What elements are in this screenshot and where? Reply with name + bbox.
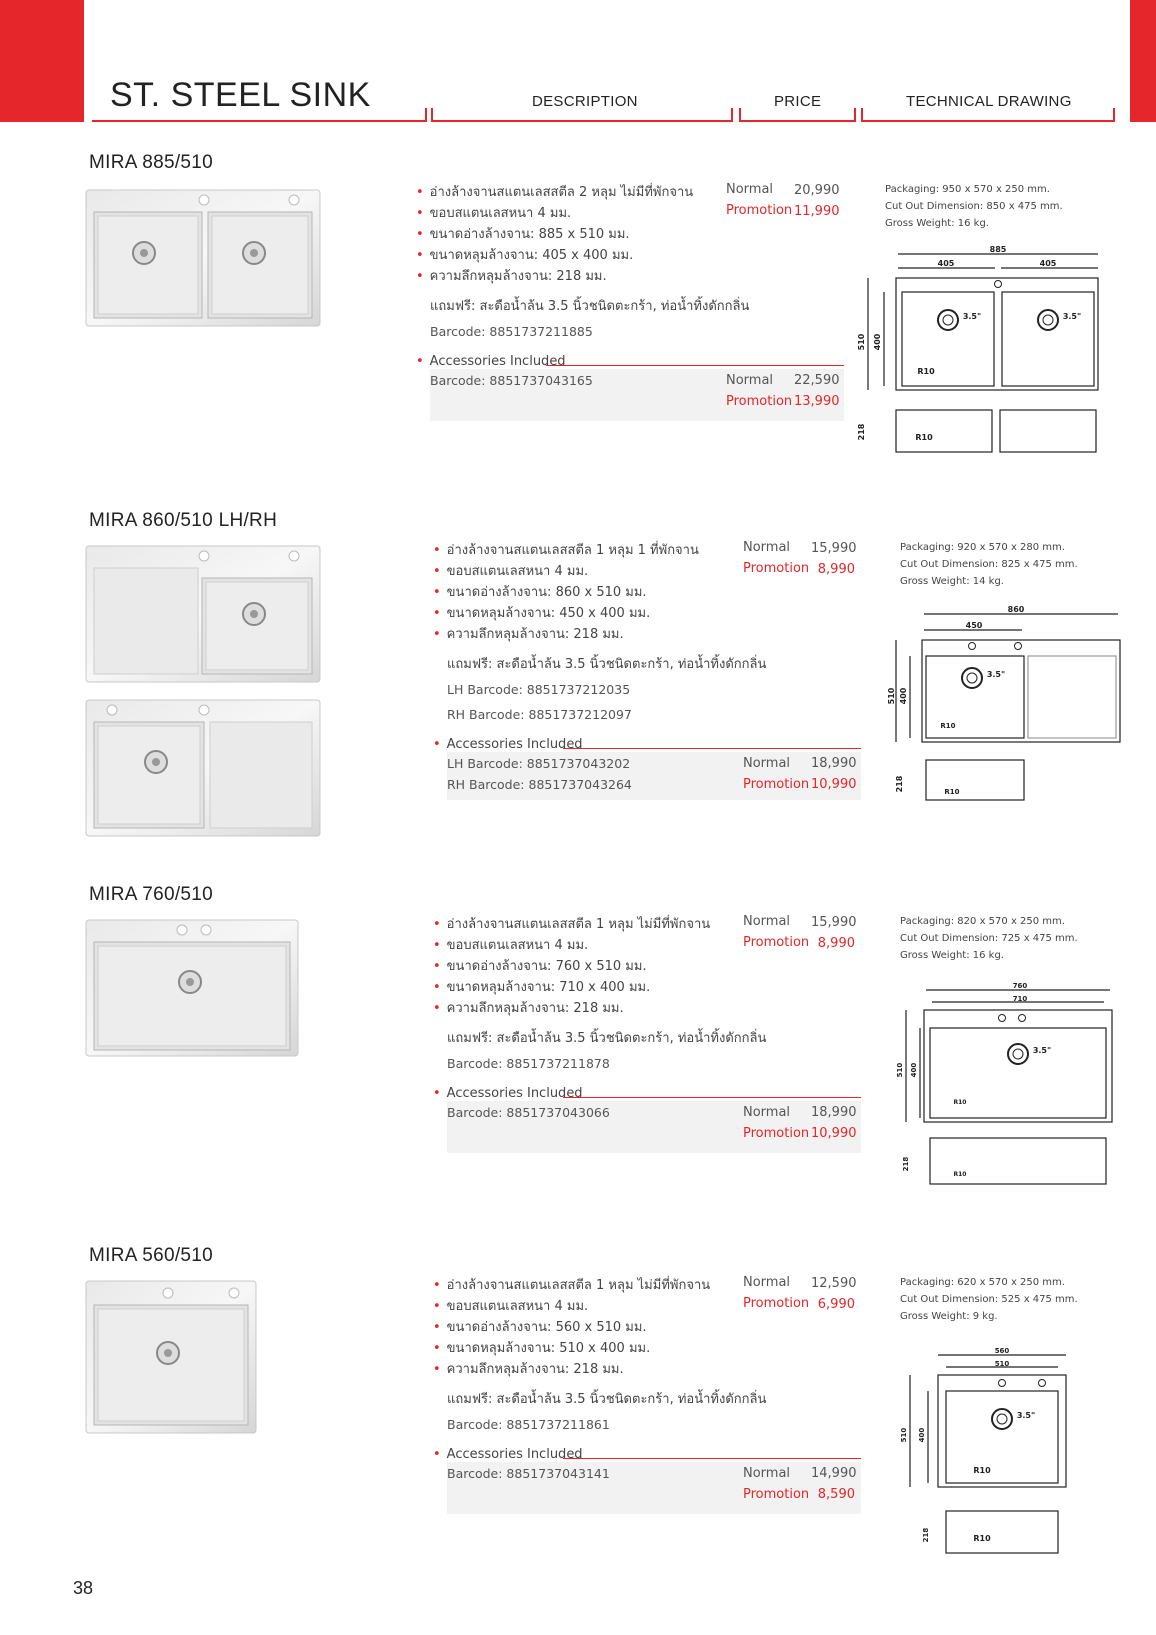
cutout-info: Cut Out Dimension: 850 x 475 mm. — [885, 201, 1063, 212]
bullet-dot: • — [416, 227, 424, 242]
spec-bullet — [433, 1359, 624, 1380]
bullet-dot: • — [433, 1299, 441, 1314]
bullet-dot: • — [433, 606, 441, 621]
packaging-info: Packaging: 620 x 570 x 250 mm. — [900, 1277, 1065, 1288]
spec-bullet — [433, 1317, 647, 1338]
page-title: ST. STEEL SINK — [110, 76, 371, 114]
promo-price: 6,990 — [817, 1297, 855, 1312]
spec-bullet — [433, 998, 624, 1019]
accessories-label: Accessories Included — [446, 1447, 583, 1462]
svg-text:R10: R10 — [917, 367, 935, 376]
acc-promo-label: Promotion — [743, 1126, 810, 1141]
spec-bullet — [433, 624, 624, 645]
svg-text:218: 218 — [857, 423, 866, 441]
svg-text:510: 510 — [900, 1427, 908, 1443]
acc-barcode: LH Barcode: 8851737043202 — [447, 756, 631, 771]
spec-bullet — [433, 561, 588, 582]
sink-photo — [86, 546, 320, 686]
bullet-dot: • — [433, 1341, 441, 1356]
product-model: MIRA 860/510 LH/RH — [89, 510, 278, 531]
normal-price: 15,990 — [811, 541, 857, 556]
weight-info: Gross Weight: 16 kg. — [900, 950, 1004, 961]
packaging-info: Packaging: 950 x 570 x 250 mm. — [885, 184, 1050, 195]
spec-text: ขนาดอ่างล้างจาน: 560 x 510 มม. — [446, 1320, 647, 1335]
spec-bullet — [433, 603, 650, 624]
spec-bullet — [433, 935, 588, 956]
svg-text:405: 405 — [1039, 259, 1057, 268]
spec-bullet — [416, 266, 607, 287]
packaging-info: Packaging: 920 x 570 x 280 mm. — [900, 542, 1065, 553]
spec-text: ความลึกหลุมล้างจาน: 218 มม. — [446, 627, 624, 642]
accessories-rule — [563, 1097, 861, 1098]
bullet-dot: • — [433, 627, 441, 642]
spec-text: ขนาดหลุมล้างจาน: 405 x 400 มม. — [429, 248, 634, 263]
acc-barcode: Barcode: 8851737043141 — [447, 1466, 610, 1481]
weight-info: Gross Weight: 9 kg. — [900, 1311, 998, 1322]
svg-text:885: 885 — [989, 245, 1007, 254]
svg-text:760: 760 — [1012, 982, 1028, 990]
svg-text:3.5": 3.5" — [962, 312, 982, 321]
accessories-rule — [546, 365, 844, 366]
spec-text: ขนาดอ่างล้างจาน: 860 x 510 มม. — [446, 585, 647, 600]
gift-text: แถมฟรี: สะดือน้ำล้น 3.5 นิ้วชนิดตะกร้า, ท่อน้ำทิ้งดักกลิ่น — [447, 657, 767, 672]
svg-text:400: 400 — [918, 1427, 926, 1443]
promo-price: 8,990 — [817, 936, 855, 951]
svg-text:400: 400 — [899, 687, 908, 705]
spec-text: ขอบสแตนเลสหนา 4 มม. — [446, 564, 589, 579]
spec-bullet — [433, 1296, 588, 1317]
svg-text:R10: R10 — [973, 1466, 991, 1475]
normal-price: 12,590 — [811, 1276, 857, 1291]
svg-text:218: 218 — [902, 1156, 910, 1172]
bullet-dot: • — [433, 564, 441, 579]
bullet-dot: • — [433, 1278, 441, 1293]
bullet-dot: • — [433, 1362, 441, 1377]
acc-promo-price: 13,990 — [794, 394, 840, 409]
spec-text: ขนาดหลุมล้างจาน: 710 x 400 มม. — [446, 980, 651, 995]
cutout-info: Cut Out Dimension: 725 x 475 mm. — [900, 933, 1078, 944]
acc-normal-price: 18,990 — [811, 1105, 857, 1120]
svg-text:400: 400 — [873, 333, 882, 351]
page-number: 38 — [73, 1578, 94, 1598]
bullet-dot: • — [433, 959, 441, 974]
spec-text: อ่างล้างจานสแตนเลสสตีล 1 หลุม 1 ที่พักจาน — [446, 543, 699, 558]
spec-bullet — [433, 977, 650, 998]
acc-barcode: RH Barcode: 8851737043264 — [447, 777, 632, 792]
spec-bullet — [433, 1338, 650, 1359]
bullet-dot: • — [433, 1447, 441, 1462]
acc-normal-label: Normal — [726, 373, 774, 388]
bullet-dot: • — [433, 1320, 441, 1335]
promo-label: Promotion — [743, 561, 810, 576]
gift-text: แถมฟรี: สะดือน้ำล้น 3.5 นิ้วชนิดตะกร้า, ท่อน้ำทิ้งดักกลิ่น — [447, 1392, 767, 1407]
svg-text:710: 710 — [1012, 995, 1028, 1003]
normal-price: 20,990 — [794, 183, 840, 198]
svg-text:3.5": 3.5" — [1032, 1046, 1052, 1055]
spec-text: อ่างล้างจานสแตนเลสสตีล 1 หลุม ไม่มีที่พักจาน — [446, 917, 711, 932]
weight-info: Gross Weight: 14 kg. — [900, 576, 1004, 587]
acc-promo-price: 8,590 — [817, 1487, 855, 1502]
bullet-dot: • — [433, 938, 441, 953]
technical-drawing — [898, 1335, 1138, 1569]
sink-photo — [86, 920, 298, 1060]
column-header-description: DESCRIPTION — [532, 93, 638, 110]
spec-text: ขนาดหลุมล้างจาน: 510 x 400 มม. — [446, 1341, 651, 1356]
acc-normal-price: 22,590 — [794, 373, 840, 388]
spec-text: ขนาดอ่างล้างจาน: 760 x 510 มม. — [446, 959, 647, 974]
svg-text:860: 860 — [1007, 605, 1025, 614]
barcode: Barcode: 8851737211878 — [447, 1056, 610, 1071]
acc-promo-label: Promotion — [743, 777, 810, 792]
promo-price: 8,990 — [817, 562, 855, 577]
svg-text:R10: R10 — [944, 788, 960, 796]
svg-text:3.5": 3.5" — [986, 670, 1006, 679]
technical-drawing — [887, 600, 1136, 834]
spec-bullet — [433, 956, 647, 977]
bullet-dot: • — [433, 1001, 441, 1016]
acc-promo-label: Promotion — [743, 1487, 810, 1502]
svg-text:3.5": 3.5" — [1062, 312, 1082, 321]
svg-text:218: 218 — [895, 775, 904, 793]
acc-normal-price: 18,990 — [811, 756, 857, 771]
accessories-rule — [563, 1458, 861, 1459]
spec-bullet — [416, 245, 633, 266]
column-header-price: PRICE — [774, 93, 822, 110]
normal-label: Normal — [726, 182, 774, 197]
svg-text:218: 218 — [922, 1527, 930, 1543]
spec-bullet — [433, 914, 710, 935]
svg-text:560: 560 — [994, 1347, 1010, 1355]
svg-text:R10: R10 — [915, 433, 933, 442]
normal-label: Normal — [743, 914, 791, 929]
bullet-dot: • — [433, 543, 441, 558]
spec-text: ความลึกหลุมล้างจาน: 218 มม. — [429, 269, 607, 284]
svg-text:R10: R10 — [953, 1171, 967, 1178]
bullet-dot: • — [416, 248, 424, 263]
gift-text: แถมฟรี: สะดือน้ำล้น 3.5 นิ้วชนิดตะกร้า, ท่อน้ำทิ้งดักกลิ่น — [430, 299, 750, 314]
technical-drawing — [858, 242, 1098, 476]
promo-label: Promotion — [743, 935, 810, 950]
gift-text: แถมฟรี: สะดือน้ำล้น 3.5 นิ้วชนิดตะกร้า, ท่อน้ำทิ้งดักกลิ่น — [447, 1031, 767, 1046]
accessories-label: Accessories Included — [446, 1086, 583, 1101]
acc-promo-price: 10,990 — [811, 777, 857, 792]
cutout-info: Cut Out Dimension: 825 x 475 mm. — [900, 559, 1078, 570]
spec-bullet — [416, 224, 630, 245]
technical-drawing — [898, 974, 1138, 1208]
svg-text:R10: R10 — [940, 722, 956, 730]
spec-text: ขนาดอ่างล้างจาน: 885 x 510 มม. — [429, 227, 630, 242]
promo-price: 11,990 — [794, 204, 840, 219]
svg-text:450: 450 — [965, 621, 983, 630]
acc-normal-price: 14,990 — [811, 1466, 857, 1481]
barcode: RH Barcode: 8851737212097 — [447, 707, 632, 722]
acc-normal-label: Normal — [743, 1105, 791, 1120]
svg-text:510: 510 — [857, 333, 866, 351]
acc-barcode: Barcode: 8851737043066 — [447, 1105, 610, 1120]
acc-barcode: Barcode: 8851737043165 — [430, 373, 593, 388]
spec-bullet — [433, 1275, 710, 1296]
normal-label: Normal — [743, 540, 791, 555]
accessories-rule — [563, 748, 861, 749]
spec-bullet — [433, 540, 699, 561]
bullet-dot: • — [433, 585, 441, 600]
barcode: LH Barcode: 8851737212035 — [447, 682, 631, 697]
sink-photo — [86, 700, 320, 840]
svg-text:510: 510 — [994, 1360, 1010, 1368]
svg-text:510: 510 — [887, 687, 896, 705]
sink-photo — [86, 1281, 256, 1437]
product-model: MIRA 885/510 — [89, 152, 214, 173]
bullet-dot: • — [433, 917, 441, 932]
svg-text:R10: R10 — [973, 1534, 991, 1543]
product-model: MIRA 560/510 — [89, 1245, 214, 1266]
accessories-label: Accessories Included — [446, 737, 583, 752]
header-underlines — [0, 100, 1156, 126]
spec-text: ความลึกหลุมล้างจาน: 218 มม. — [446, 1362, 624, 1377]
product-model: MIRA 760/510 — [89, 884, 214, 905]
svg-text:405: 405 — [937, 259, 955, 268]
normal-label: Normal — [743, 1275, 791, 1290]
spec-text: ความลึกหลุมล้างจาน: 218 มม. — [446, 1001, 624, 1016]
acc-promo-label: Promotion — [726, 394, 793, 409]
sink-photo — [86, 190, 320, 330]
spec-text: ขนาดหลุมล้างจาน: 450 x 400 มม. — [446, 606, 651, 621]
accessories-label: Accessories Included — [429, 354, 566, 369]
barcode: Barcode: 8851737211861 — [447, 1417, 610, 1432]
column-header-drawing: TECHNICAL DRAWING — [906, 93, 1072, 110]
spec-bullet — [433, 582, 647, 603]
acc-normal-label: Normal — [743, 1466, 791, 1481]
packaging-info: Packaging: 820 x 570 x 250 mm. — [900, 916, 1065, 927]
promo-label: Promotion — [726, 203, 793, 218]
svg-text:R10: R10 — [953, 1099, 967, 1106]
svg-text:3.5": 3.5" — [1016, 1411, 1036, 1420]
bullet-dot: • — [433, 737, 441, 752]
bullet-dot: • — [416, 354, 424, 369]
spec-text: ขอบสแตนเลสหนา 4 มม. — [446, 1299, 589, 1314]
spec-text: อ่างล้างจานสแตนเลสสตีล 2 หลุม ไม่มีที่พักจาน — [429, 185, 694, 200]
spec-text: ขอบสแตนเลสหนา 4 มม. — [429, 206, 572, 221]
bullet-dot: • — [433, 980, 441, 995]
acc-normal-label: Normal — [743, 756, 791, 771]
spec-bullet — [416, 182, 693, 203]
acc-promo-price: 10,990 — [811, 1126, 857, 1141]
bullet-dot: • — [416, 206, 424, 221]
cutout-info: Cut Out Dimension: 525 x 475 mm. — [900, 1294, 1078, 1305]
weight-info: Gross Weight: 16 kg. — [885, 218, 989, 229]
barcode: Barcode: 8851737211885 — [430, 324, 593, 339]
promo-label: Promotion — [743, 1296, 810, 1311]
spec-text: ขอบสแตนเลสหนา 4 มม. — [446, 938, 589, 953]
bullet-dot: • — [416, 269, 424, 284]
svg-text:510: 510 — [896, 1062, 904, 1078]
bullet-dot: • — [416, 185, 424, 200]
spec-text: อ่างล้างจานสแตนเลสสตีล 1 หลุม ไม่มีที่พักจาน — [446, 1278, 711, 1293]
spec-bullet — [416, 203, 571, 224]
svg-text:400: 400 — [910, 1062, 918, 1078]
bullet-dot: • — [433, 1086, 441, 1101]
normal-price: 15,990 — [811, 915, 857, 930]
